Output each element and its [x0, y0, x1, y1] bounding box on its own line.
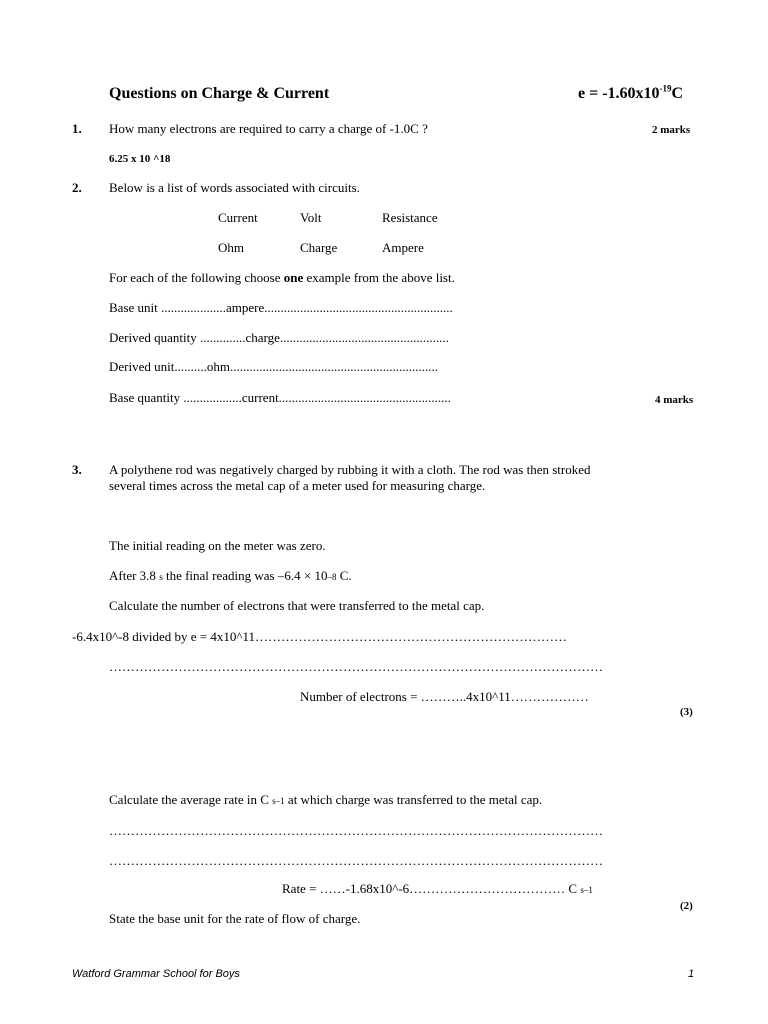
q2-marks: 4 marks — [655, 394, 694, 406]
q3-rate-answer — [282, 881, 593, 898]
q2-base-unit-line: Base unit ....................ampere.......................................................... — [109, 300, 453, 315]
page-title: Questions on Charge & Current — [109, 85, 330, 102]
q2-instruction-after: example from the above list. — [303, 270, 455, 285]
q2-derived-unit-line: Derived unit..........ohm................................................................ — [109, 359, 438, 374]
q3-calc-electrons: Calculate the number of electrons that were transferred to the metal cap. — [109, 598, 485, 613]
q3-electrons-answer: Number of electrons = ………..4x10^11……………… — [300, 689, 589, 704]
q3-final-reading — [109, 568, 352, 585]
electron-charge-constant — [578, 84, 683, 104]
constant-suffix: C — [671, 85, 684, 102]
q3-state-base-unit: State the base unit for the rate of flow of charge. — [109, 911, 361, 926]
q2-derived-quantity-line: Derived quantity ..............charge.................................................... — [109, 330, 449, 345]
constant-prefix: e = -1.60x10 — [578, 85, 660, 102]
q3-working-electrons: -6.4x10^-8 divided by e = 4x10^11……………………………………………………………… — [72, 629, 567, 644]
q3-calc2-suffix: at which charge was transferred to the metal cap. — [284, 792, 543, 807]
q3-marks-3: (3) — [680, 706, 693, 718]
word-current: Current — [218, 210, 258, 225]
footer-school: Watford Grammar School for Boys — [72, 968, 240, 980]
q2-base-quantity-line: Base quantity ..................current..................................................... — [109, 390, 451, 405]
answer-dots-line: …………………………………………………………………………………………………… — [109, 853, 603, 868]
q3-intro-line1: A polythene rod was negatively charged by rubbing it with a cloth. The rod was then stroked — [109, 462, 591, 477]
q3-number: 3. — [72, 462, 82, 477]
q2-instruction-before: For each of the following choose — [109, 270, 284, 285]
q1-question: How many electrons are required to carry a charge of -1.0C ? — [109, 121, 428, 136]
word-ampere: Ampere — [382, 240, 424, 255]
q3-rate-unit: s–1 — [580, 885, 593, 895]
q3-calc-rate — [109, 792, 542, 809]
q3-intro-line2: several times across the metal cap of a meter used for measuring charge. — [109, 478, 486, 493]
page-number: 1 — [688, 968, 695, 980]
word-volt: Volt — [300, 210, 322, 225]
q3-marks-2: (2) — [680, 900, 693, 912]
word-charge: Charge — [300, 240, 338, 255]
q2-instruction — [109, 270, 455, 286]
q3-rate-label: Rate = ……-1.68x10^-6……………………………… C — [282, 881, 581, 896]
q3-after-unit: s — [159, 572, 163, 582]
q2-instruction-bold: one — [283, 270, 304, 285]
answer-dots-line: …………………………………………………………………………………………………… — [109, 659, 603, 674]
q3-after-middle: the final reading was –6.4 × 10 — [162, 568, 328, 583]
q2-number: 2. — [72, 180, 82, 195]
q3-after-exponent: –8 — [327, 572, 337, 582]
q2-intro: Below is a list of words associated with circuits. — [109, 180, 360, 195]
q3-after-suffix: C. — [336, 568, 352, 583]
q3-initial-reading: The initial reading on the meter was zero. — [109, 538, 326, 553]
q1-marks: 2 marks — [652, 124, 691, 136]
constant-exponent: -19 — [659, 83, 672, 94]
q1-answer: 6.25 x 10 ^18 — [109, 153, 171, 165]
q3-after-prefix: After 3.8 — [109, 568, 160, 583]
answer-dots-line: …………………………………………………………………………………………………… — [109, 823, 603, 838]
word-resistance: Resistance — [382, 210, 438, 225]
q1-number: 1. — [72, 121, 82, 136]
q3-calc2-unit: s–1 — [272, 796, 285, 806]
word-ohm: Ohm — [218, 240, 244, 255]
q3-calc2-prefix: Calculate the average rate in C — [109, 792, 273, 807]
